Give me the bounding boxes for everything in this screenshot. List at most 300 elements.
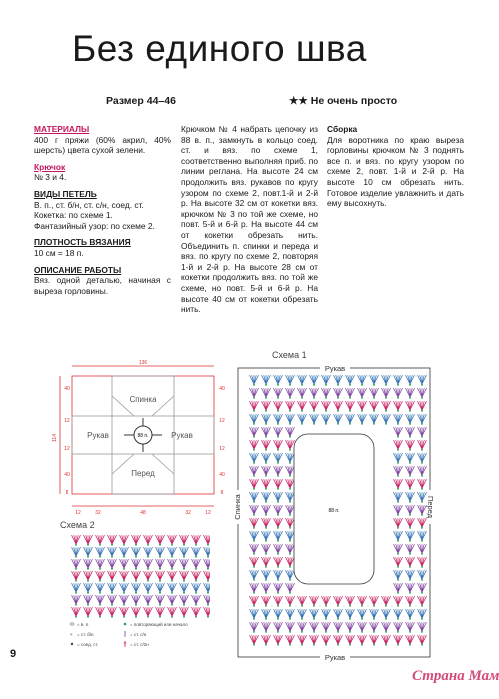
legend-item1: = в. п. xyxy=(77,622,90,627)
stitch-fan-symbol xyxy=(108,535,117,546)
dim-right-2: 12 xyxy=(219,418,225,424)
stitch-fan-symbol xyxy=(168,571,177,582)
schema2-title: Схема 2 xyxy=(60,520,95,530)
assembly-heading: Сборка xyxy=(327,124,358,134)
stitch-fan-symbol xyxy=(298,622,307,633)
stitch-fan-symbol xyxy=(394,427,403,438)
dim-top-width: 136 xyxy=(138,360,148,366)
stitch-fan-symbol xyxy=(262,635,271,646)
stitch-fan-symbol xyxy=(262,427,271,438)
stitch-fan-symbol xyxy=(156,535,165,546)
stitch-fan-symbol xyxy=(406,479,415,490)
stitch-fan-symbol xyxy=(274,544,283,555)
stitch-fan-symbol xyxy=(286,401,295,412)
description-text: Вяз. одной деталью, начиная с выреза горловины. xyxy=(34,275,171,296)
stitches-line2: Кокетка: по схеме 1. xyxy=(34,210,113,221)
stitch-fan-symbol xyxy=(370,401,379,412)
stitch-fan-symbol xyxy=(358,401,367,412)
stitch-fan-symbol xyxy=(394,518,403,529)
size-label: Размер 44–46 xyxy=(106,95,176,107)
stitch-fan-symbol xyxy=(418,466,427,477)
stitch-fan-symbol xyxy=(418,401,427,412)
stitch-fan-symbol xyxy=(334,609,343,620)
stitch-fan-symbol xyxy=(286,622,295,633)
stitch-fan-symbol xyxy=(394,453,403,464)
dim-left-4: 40 xyxy=(64,472,70,478)
stitch-fan-symbol xyxy=(274,518,283,529)
stitch-fan-symbol xyxy=(418,583,427,594)
stitches-heading: ВИДЫ ПЕТЕЛЬ xyxy=(34,188,97,199)
legend-item6: = ст. с/2н xyxy=(130,642,149,647)
stitch-fan-symbol xyxy=(406,609,415,620)
stitch-fan-symbol xyxy=(192,559,201,570)
stitch-fan-symbol xyxy=(358,388,367,399)
dim-bottom-5: 12 xyxy=(205,510,211,516)
stitch-fan-symbol xyxy=(418,414,427,425)
diagram-rukav-left-label: Рукав xyxy=(87,431,109,440)
stitch-fan-symbol xyxy=(168,559,177,570)
stitch-fan-symbol xyxy=(394,505,403,516)
stitch-fan-symbol xyxy=(274,583,283,594)
stitch-fan-symbol xyxy=(322,622,331,633)
stitch-fan-symbol xyxy=(286,557,295,568)
stitch-fan-symbol xyxy=(250,492,259,503)
stitch-fan-symbol xyxy=(72,595,81,606)
stitch-fan-symbol xyxy=(322,609,331,620)
stitch-fan-symbol xyxy=(192,571,201,582)
stitch-fan-symbol xyxy=(274,492,283,503)
stitch-fan-symbol xyxy=(262,440,271,451)
stitch-fan-symbol xyxy=(334,635,343,646)
stitch-fan-symbol xyxy=(250,401,259,412)
stitch-fan-symbol xyxy=(274,622,283,633)
dim-right-5: 8 xyxy=(220,490,224,496)
stitch-fan-symbol xyxy=(274,401,283,412)
stitch-fan-symbol xyxy=(286,375,295,386)
stitch-fan-symbol xyxy=(120,583,129,594)
stitch-fan-symbol xyxy=(120,571,129,582)
diagram-spinka-label: Спинка xyxy=(129,395,157,404)
stitch-fan-symbol xyxy=(418,440,427,451)
stitch-fan-symbol xyxy=(262,583,271,594)
stitch-fan-symbol xyxy=(418,453,427,464)
stitch-fan-symbol xyxy=(394,440,403,451)
stitch-fan-symbol xyxy=(394,401,403,412)
stitch-fan-symbol xyxy=(298,388,307,399)
stitch-fan-symbol xyxy=(346,609,355,620)
stitch-fan-symbol xyxy=(192,583,201,594)
stitch-fan-symbol xyxy=(274,453,283,464)
stitch-fan-symbol xyxy=(120,559,129,570)
stitch-fan-symbol xyxy=(262,401,271,412)
stitch-fan-symbol xyxy=(250,427,259,438)
stitch-fan-symbol xyxy=(322,375,331,386)
stitch-fan-symbol xyxy=(406,544,415,555)
stitch-fan-symbol xyxy=(108,559,117,570)
stitch-fan-symbol xyxy=(286,570,295,581)
stitch-fan-symbol xyxy=(382,375,391,386)
stitch-fan-symbol xyxy=(72,547,81,558)
stitch-fan-symbol xyxy=(144,607,153,618)
stitch-fan-symbol xyxy=(250,466,259,477)
stitch-fan-symbol xyxy=(108,547,117,558)
stitch-fan-symbol xyxy=(394,635,403,646)
stitch-fan-symbol xyxy=(370,635,379,646)
stitch-fan-symbol xyxy=(382,635,391,646)
stitch-fan-symbol xyxy=(286,479,295,490)
stitch-fan-symbol xyxy=(286,492,295,503)
schema2-diagram xyxy=(60,520,210,652)
stitch-fan-symbol xyxy=(418,596,427,607)
stitch-fan-symbol xyxy=(274,531,283,542)
stitch-fan-symbol xyxy=(132,535,141,546)
dim-left-1: 40 xyxy=(64,386,70,392)
column-materials xyxy=(34,124,171,302)
stitches-line3: Фантазийный узор: по схеме 2. xyxy=(34,220,155,231)
dim-right-4: 40 xyxy=(219,472,225,478)
stitch-fan-symbol xyxy=(180,547,189,558)
hook-heading: Крючок xyxy=(34,161,66,172)
stitch-fan-symbol xyxy=(274,505,283,516)
stitch-fan-symbol xyxy=(262,388,271,399)
diagram-center-label: 88 п. xyxy=(137,433,149,439)
stitch-fan-symbol xyxy=(286,388,295,399)
stitch-fan-symbol xyxy=(418,544,427,555)
stitch-fan-symbol xyxy=(204,547,210,558)
stitch-fan-symbol xyxy=(334,596,343,607)
stitch-fan-symbol xyxy=(84,547,93,558)
stitch-fan-symbol xyxy=(262,505,271,516)
schema1-right-label: Перед xyxy=(426,495,435,519)
stitch-fan-symbol xyxy=(334,375,343,386)
stitch-fan-symbol xyxy=(250,453,259,464)
schema1-bottom-label: Рукав xyxy=(324,653,346,662)
density-text: 10 см = 18 п. xyxy=(34,247,84,258)
stitch-fan-symbol xyxy=(168,583,177,594)
density-heading: ПЛОТНОСТЬ ВЯЗАНИЯ xyxy=(34,237,131,248)
stitch-fan-symbol xyxy=(334,622,343,633)
stitch-fan-symbol xyxy=(180,535,189,546)
instructions-text: Крючком № 4 набрать цепочку из 88 в. п., замкнуть в кольцо соед. ст. и вяз. по схеме 1, соответственно выполняя приб. по линии реглана. На высоте 24 см продолжить вяз. рукавов по кругу узором по схеме 2, повт.1-й и 2-й р. На высоте 32 см от кокетки вяз. крючком № 3 по той же схеме, но повт. 5-й и 6-й р. На высоте 44 см от кокетки обрезать нить. Объединить п. спинки и переда и вяз. по кругу по схеме 2, повторяя 1-й и 2-й р. На высоте 28 см от кокетки продолжить вяз. по той же схеме, но повт. 5-й и 6-й р. На высоте 40 см от кокетки обрезать нить. xyxy=(181,124,318,315)
stitch-fan-symbol xyxy=(394,570,403,581)
stitch-fan-symbol xyxy=(168,595,177,606)
column-assembly xyxy=(327,124,464,209)
stitch-fan-symbol xyxy=(406,505,415,516)
dim-right-1: 40 xyxy=(219,386,225,392)
stitch-fan-symbol xyxy=(274,375,283,386)
stitch-fan-symbol xyxy=(180,607,189,618)
legend-item3: = ст. б/н xyxy=(77,632,94,637)
stitch-fan-symbol xyxy=(358,375,367,386)
stitch-fan-symbol xyxy=(262,544,271,555)
stitch-fan-symbol xyxy=(72,559,81,570)
stitch-fan-symbol xyxy=(156,547,165,558)
stitch-fan-symbol xyxy=(180,559,189,570)
stitch-fan-symbol xyxy=(120,595,129,606)
stitch-fan-symbol xyxy=(346,622,355,633)
stitch-fan-symbol xyxy=(72,607,81,618)
stitch-fan-symbol xyxy=(406,453,415,464)
stitch-fan-symbol xyxy=(394,557,403,568)
stitch-fan-symbol xyxy=(406,518,415,529)
stitch-fan-symbol xyxy=(406,583,415,594)
stitch-fan-symbol xyxy=(298,609,307,620)
stitch-fan-symbol xyxy=(250,596,259,607)
stitch-fan-symbol xyxy=(250,440,259,451)
stitch-fan-symbol xyxy=(394,583,403,594)
stitch-fan-symbol xyxy=(192,547,201,558)
stitch-fan-symbol xyxy=(96,595,105,606)
stitch-fan-symbol xyxy=(394,492,403,503)
stitch-fan-symbol xyxy=(310,622,319,633)
stitch-fan-symbol xyxy=(180,571,189,582)
stitch-fan-symbol xyxy=(286,583,295,594)
stitch-fan-symbol xyxy=(322,388,331,399)
stitch-fan-symbol xyxy=(346,596,355,607)
schema2-stitch-pattern xyxy=(72,535,210,618)
stitch-fan-symbol xyxy=(156,559,165,570)
stitch-fan-symbol xyxy=(132,559,141,570)
stitch-fan-symbol xyxy=(418,375,427,386)
stitch-fan-symbol xyxy=(274,479,283,490)
stitch-fan-symbol xyxy=(250,570,259,581)
stitch-fan-symbol xyxy=(322,401,331,412)
dim-bottom-1: 12 xyxy=(75,510,81,516)
stitch-fan-symbol xyxy=(310,388,319,399)
stitch-fan-symbol xyxy=(382,596,391,607)
stitch-fan-symbol xyxy=(406,375,415,386)
stitch-fan-symbol xyxy=(418,479,427,490)
stitch-fan-symbol xyxy=(250,531,259,542)
schema1-left-label: Спинка xyxy=(233,494,242,520)
stitch-fan-symbol xyxy=(358,622,367,633)
dim-bottom-4: 32 xyxy=(185,510,191,516)
stitch-fan-symbol xyxy=(168,535,177,546)
stitch-fan-symbol xyxy=(382,622,391,633)
stitch-fan-symbol xyxy=(406,635,415,646)
stitch-fan-symbol xyxy=(286,596,295,607)
stitch-fan-symbol xyxy=(298,635,307,646)
stitch-fan-symbol xyxy=(286,609,295,620)
stitch-fan-symbol xyxy=(96,571,105,582)
stitch-fan-symbol xyxy=(84,535,93,546)
stitch-fan-symbol xyxy=(394,466,403,477)
stitch-fan-symbol xyxy=(358,635,367,646)
stitch-fan-symbol xyxy=(418,570,427,581)
stitch-fan-symbol xyxy=(406,414,415,425)
legend xyxy=(70,621,188,647)
stitch-fan-symbol xyxy=(274,414,283,425)
stitch-fan-symbol xyxy=(132,583,141,594)
stitch-fan-symbol xyxy=(370,622,379,633)
stitch-fan-symbol xyxy=(250,479,259,490)
stitch-fan-symbol xyxy=(346,375,355,386)
stitch-fan-symbol xyxy=(108,583,117,594)
stitch-fan-symbol xyxy=(334,414,343,425)
page-title: Без единого шва xyxy=(72,28,367,69)
stitch-fan-symbol xyxy=(286,427,295,438)
stitch-fan-symbol xyxy=(406,570,415,581)
stitch-fan-symbol xyxy=(72,583,81,594)
stitch-fan-symbol xyxy=(418,388,427,399)
stitch-fan-symbol xyxy=(286,635,295,646)
stitch-fan-symbol xyxy=(144,535,153,546)
stitch-fan-symbol xyxy=(144,583,153,594)
stitch-fan-symbol xyxy=(262,570,271,581)
stitch-fan-symbol xyxy=(144,547,153,558)
stitch-fan-symbol xyxy=(262,414,271,425)
stitch-fan-symbol xyxy=(286,531,295,542)
stitch-fan-symbol xyxy=(96,583,105,594)
hook-text: № 3 и 4. xyxy=(34,172,67,183)
stitch-fan-symbol xyxy=(274,609,283,620)
stitch-fan-symbol xyxy=(204,607,210,618)
stitch-fan-symbol xyxy=(418,609,427,620)
stitch-fan-symbol xyxy=(406,557,415,568)
stitch-fan-symbol xyxy=(418,635,427,646)
stitch-fan-symbol xyxy=(250,518,259,529)
stitch-fan-symbol xyxy=(394,388,403,399)
stitch-fan-symbol xyxy=(334,388,343,399)
stitch-fan-symbol xyxy=(394,596,403,607)
dim-bottom-3: 48 xyxy=(140,510,146,516)
stitch-fan-symbol xyxy=(250,414,259,425)
stitch-fan-symbol xyxy=(250,375,259,386)
stitch-fan-symbol xyxy=(322,635,331,646)
stitch-fan-symbol xyxy=(418,531,427,542)
stitch-fan-symbol xyxy=(346,414,355,425)
stitch-fan-symbol xyxy=(144,559,153,570)
stitch-fan-symbol xyxy=(310,609,319,620)
stitch-fan-symbol xyxy=(394,531,403,542)
stitch-fan-symbol xyxy=(144,571,153,582)
stitch-fan-symbol xyxy=(274,596,283,607)
stitch-fan-symbol xyxy=(204,583,210,594)
stitch-fan-symbol xyxy=(204,559,210,570)
stitch-fan-symbol xyxy=(250,388,259,399)
schema1-title: Схема 1 xyxy=(272,350,307,360)
stitch-fan-symbol xyxy=(274,635,283,646)
stitch-fan-symbol xyxy=(120,535,129,546)
stitch-fan-symbol xyxy=(406,492,415,503)
stitch-fan-symbol xyxy=(418,557,427,568)
construction-diagram xyxy=(50,358,235,520)
stitch-fan-symbol xyxy=(406,622,415,633)
column-instructions xyxy=(181,124,318,315)
stitch-fan-symbol xyxy=(262,557,271,568)
stitch-fan-symbol xyxy=(108,607,117,618)
stitch-fan-symbol xyxy=(322,414,331,425)
stitch-fan-symbol xyxy=(298,596,307,607)
stitch-fan-symbol xyxy=(96,535,105,546)
stitch-fan-symbol xyxy=(144,595,153,606)
stitch-fan-symbol xyxy=(204,571,210,582)
stitch-fan-symbol xyxy=(394,375,403,386)
stitch-fan-symbol xyxy=(406,401,415,412)
stitch-fan-symbol xyxy=(310,375,319,386)
difficulty-label: ★★ Не очень просто xyxy=(289,95,398,107)
dim-bottom-2: 32 xyxy=(95,510,101,516)
stitch-fan-symbol xyxy=(156,595,165,606)
stitch-fan-symbol xyxy=(358,596,367,607)
stitch-fan-symbol xyxy=(394,479,403,490)
stitch-fan-symbol xyxy=(298,401,307,412)
stitch-fan-symbol xyxy=(286,518,295,529)
stitch-fan-symbol xyxy=(310,414,319,425)
stitch-fan-symbol xyxy=(310,635,319,646)
stitch-fan-symbol xyxy=(274,466,283,477)
stitch-fan-symbol xyxy=(168,547,177,558)
stitch-fan-symbol xyxy=(96,559,105,570)
stitch-fan-symbol xyxy=(346,635,355,646)
stitch-fan-symbol xyxy=(84,571,93,582)
stitch-fan-symbol xyxy=(84,559,93,570)
stitch-fan-symbol xyxy=(286,453,295,464)
stitch-fan-symbol xyxy=(132,547,141,558)
dim-left-height: 114 xyxy=(52,434,58,442)
stitch-fan-symbol xyxy=(286,466,295,477)
stitch-fan-symbol xyxy=(322,596,331,607)
stitch-fan-symbol xyxy=(132,607,141,618)
diagram-rukav-right-label: Рукав xyxy=(171,431,193,440)
assembly-text: Для воротника по краю выреза горловины крючком № 3 поднять все п. и вяз. по кругу узором по схеме 2, повт. 1-й и 2-й р. На высоте 10 см обрезать нить. Готовое изделие увлажнить и дать ему высохнуть. xyxy=(327,134,464,209)
stitch-fan-symbol xyxy=(156,583,165,594)
stitch-fan-symbol xyxy=(274,557,283,568)
stitch-fan-symbol xyxy=(382,609,391,620)
stitch-fan-symbol xyxy=(370,609,379,620)
stitch-fan-symbol xyxy=(132,595,141,606)
stitch-fan-symbol xyxy=(406,388,415,399)
stitch-fan-symbol xyxy=(262,596,271,607)
stitch-fan-symbol xyxy=(262,492,271,503)
stitch-fan-symbol xyxy=(406,466,415,477)
stitch-fan-symbol xyxy=(108,571,117,582)
stitch-fan-symbol xyxy=(192,607,201,618)
stitch-fan-symbol xyxy=(250,609,259,620)
stitch-fan-symbol xyxy=(250,505,259,516)
stitch-fan-symbol xyxy=(156,571,165,582)
stitch-fan-symbol xyxy=(286,544,295,555)
dim-left-2: 12 xyxy=(64,418,70,424)
stitch-fan-symbol xyxy=(394,414,403,425)
stitch-fan-symbol xyxy=(108,595,117,606)
materials-text: 400 г пряжи (60% акрил, 40% шерсть) цвета сухой зелени. xyxy=(34,134,171,156)
schema1-top-label: Рукав xyxy=(324,364,346,373)
stitch-fan-symbol xyxy=(406,427,415,438)
stitch-fan-symbol xyxy=(346,388,355,399)
stitch-fan-symbol xyxy=(192,535,201,546)
stitch-fan-symbol xyxy=(262,375,271,386)
stitch-fan-symbol xyxy=(382,414,391,425)
stitch-fan-symbol xyxy=(262,479,271,490)
stitch-fan-symbol xyxy=(334,401,343,412)
stitch-fan-symbol xyxy=(370,388,379,399)
stitch-fan-symbol xyxy=(274,427,283,438)
stitch-fan-symbol xyxy=(394,544,403,555)
stitch-fan-symbol xyxy=(286,505,295,516)
stitch-fan-symbol xyxy=(382,401,391,412)
stitch-fan-symbol xyxy=(418,427,427,438)
diagram-pered-label: Перед xyxy=(131,469,155,478)
stitch-fan-symbol xyxy=(180,583,189,594)
stitch-fan-symbol xyxy=(96,547,105,558)
stitch-fan-symbol xyxy=(250,583,259,594)
stitch-fan-symbol xyxy=(298,375,307,386)
stitch-fan-symbol xyxy=(370,414,379,425)
stitch-fan-symbol xyxy=(274,570,283,581)
stitch-fan-symbol xyxy=(156,607,165,618)
stitch-fan-symbol xyxy=(192,595,201,606)
